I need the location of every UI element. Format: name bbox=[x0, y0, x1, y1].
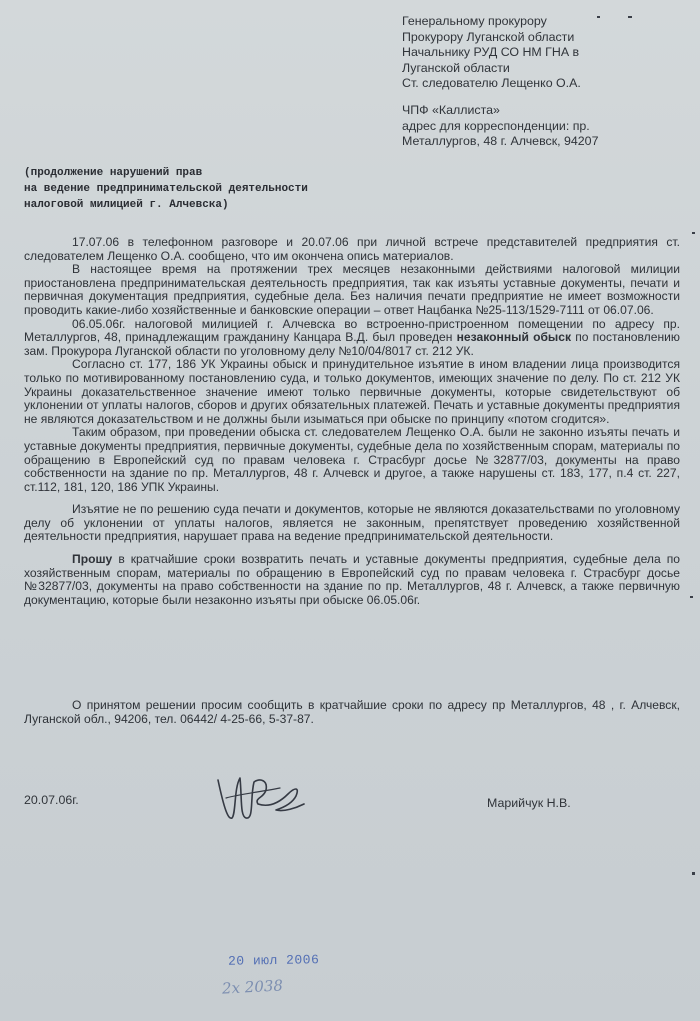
scan-mark bbox=[628, 16, 632, 18]
letter-body bbox=[24, 236, 680, 607]
registration-number: 2х 2038 bbox=[221, 976, 284, 998]
paragraph-search-start: 06.05.06г. налоговой милицией г. Алчевска во встроенно-пристроенном помещении по адресу пр. Металлургов, 48, принадлежащим гражданину Канцара В.Д. был проведен bbox=[24, 316, 680, 345]
closing-block bbox=[24, 698, 680, 726]
sender-block bbox=[402, 103, 692, 150]
closing-text: О принятом решении просим сообщить в кратчайшие сроки по адресу пр Металлургов, 48 , г. Алчевск, Луганской обл., 94206, тел. 06442/ 4-25-66, 5-37-87. bbox=[24, 698, 680, 726]
sender-line: адрес для корреспонденции: пр. bbox=[402, 118, 590, 133]
paragraph-request bbox=[24, 553, 680, 607]
subject-line: налоговой милицией г. Алчевска) bbox=[24, 199, 229, 211]
addressee-line: Прокурору Луганской области bbox=[402, 29, 575, 44]
paragraph-conclusion: Таким образом, при проведении обыска ст. следователем Лещенко О.А. были не законно изъяты печать и уставные документы предприятия, первичные документы, судебные дела по хозяйственным спорам, материалы по обращению в Европейский суд по правам человека г. Страсбург досье №32877/03, документы на право собственности на здание по пр. Металлургов, 48 г. Алчевск и другое, а также нарушены ст. 183, 177, п.4 ст. 227, ст.112, 181, 120, 186 УПК Украины. bbox=[24, 425, 680, 494]
scan-mark bbox=[692, 232, 695, 234]
sender-line: ЧПФ «Каллиста» bbox=[402, 103, 500, 117]
paragraph-request-text: в кратчайшие сроки возвратить печать и уставные документы предприятия, судебные дела по хозяйственным спорам, материалы по обращению в Европейский суд по правам человека г. Страсбург досье №32877/03, документы на право собственности на здание по пр. Металлургов, 48 г. Алчевск, а также первичную документацию, которые были незаконно изъяты при обыске 06.05.06г. bbox=[24, 552, 680, 607]
paragraph-seizure: Изъятие не по решению суда печати и документов, которые не являются доказательствами по уголовному делу об уклонении от уплаты налогов, является не законным, препятствует проведению хозяйственной деятельности предприятия, нарушает права на ведение предпринимательской деятельности. bbox=[24, 502, 680, 544]
addressee-line: Начальнику РУД СО НМ ГНА в bbox=[402, 45, 580, 59]
request-emphasis: Прошу bbox=[72, 552, 113, 567]
sender-line: Металлургов, 48 г. Алчевск, 94207 bbox=[402, 134, 599, 148]
handwritten-signature bbox=[210, 768, 310, 830]
scan-mark bbox=[597, 16, 600, 18]
received-stamp-date: 20 июл 2006 bbox=[227, 952, 320, 969]
subject-line: (продолжение нарушений прав bbox=[24, 167, 203, 179]
letter-date: 20.07.06г. bbox=[24, 793, 79, 807]
scan-mark bbox=[692, 872, 695, 875]
subject-heading bbox=[24, 165, 424, 213]
paragraph-search-end: по постановлению зам. Прокурора Луганской области по уголовному делу №10/04/8017 ст. 212 УК. bbox=[24, 330, 680, 358]
illegal-search-emphasis: незаконный обыск bbox=[456, 330, 572, 345]
scan-mark bbox=[690, 596, 693, 598]
signer-name: Марийчук Н.В. bbox=[487, 796, 571, 810]
paragraph-suspension: В настоящее время на протяжении трех месяцев незаконными действиями налоговой милиции приостановлена предпринимательская деятельность предприятия, так как изъяты уставные документы, печати и первичная документация предприятия, судебные дела. Без наличия печати предприятие не имеет возможности проводить какие-либо хозяйственные и банковские операции – ответ Нацбанка №25-113/1529-7111 от 06.07.06. bbox=[24, 262, 680, 317]
addressee-block bbox=[402, 14, 692, 92]
addressee-line: Луганской области bbox=[402, 60, 510, 75]
paragraph-search bbox=[24, 318, 680, 359]
paragraph-conversation: 17.07.06 в телефонном разговоре и 20.07.06 при личной встрече представителей предприятия ст. следователем Лещенко О.А. сообщено, что им окончена опись материалов. bbox=[24, 235, 680, 263]
addressee-line: Генеральному прокурору bbox=[402, 14, 547, 28]
subject-line: на ведение предпринимательской деятельности bbox=[24, 183, 308, 195]
paragraph-legal-basis: Согласно ст. 177, 186 УК Украины обыск и принудительное изъятие в ином владении лица производится только по мотивированному постановлению суда, и только документов, имеющих значение по делу. По ст. 212 УК Украины доказательственное значение имеют только первичные документы, которые свидетельствуют об уклонении от уплаты налогов, сборов и других обязательных платежей. Печать и уставные документы предприятия не являются доказательством и не должны были изыматься при обыске по принципу «потом сгодится». bbox=[24, 357, 680, 426]
addressee-line: Ст. следователю Лещенко О.А. bbox=[402, 76, 581, 90]
